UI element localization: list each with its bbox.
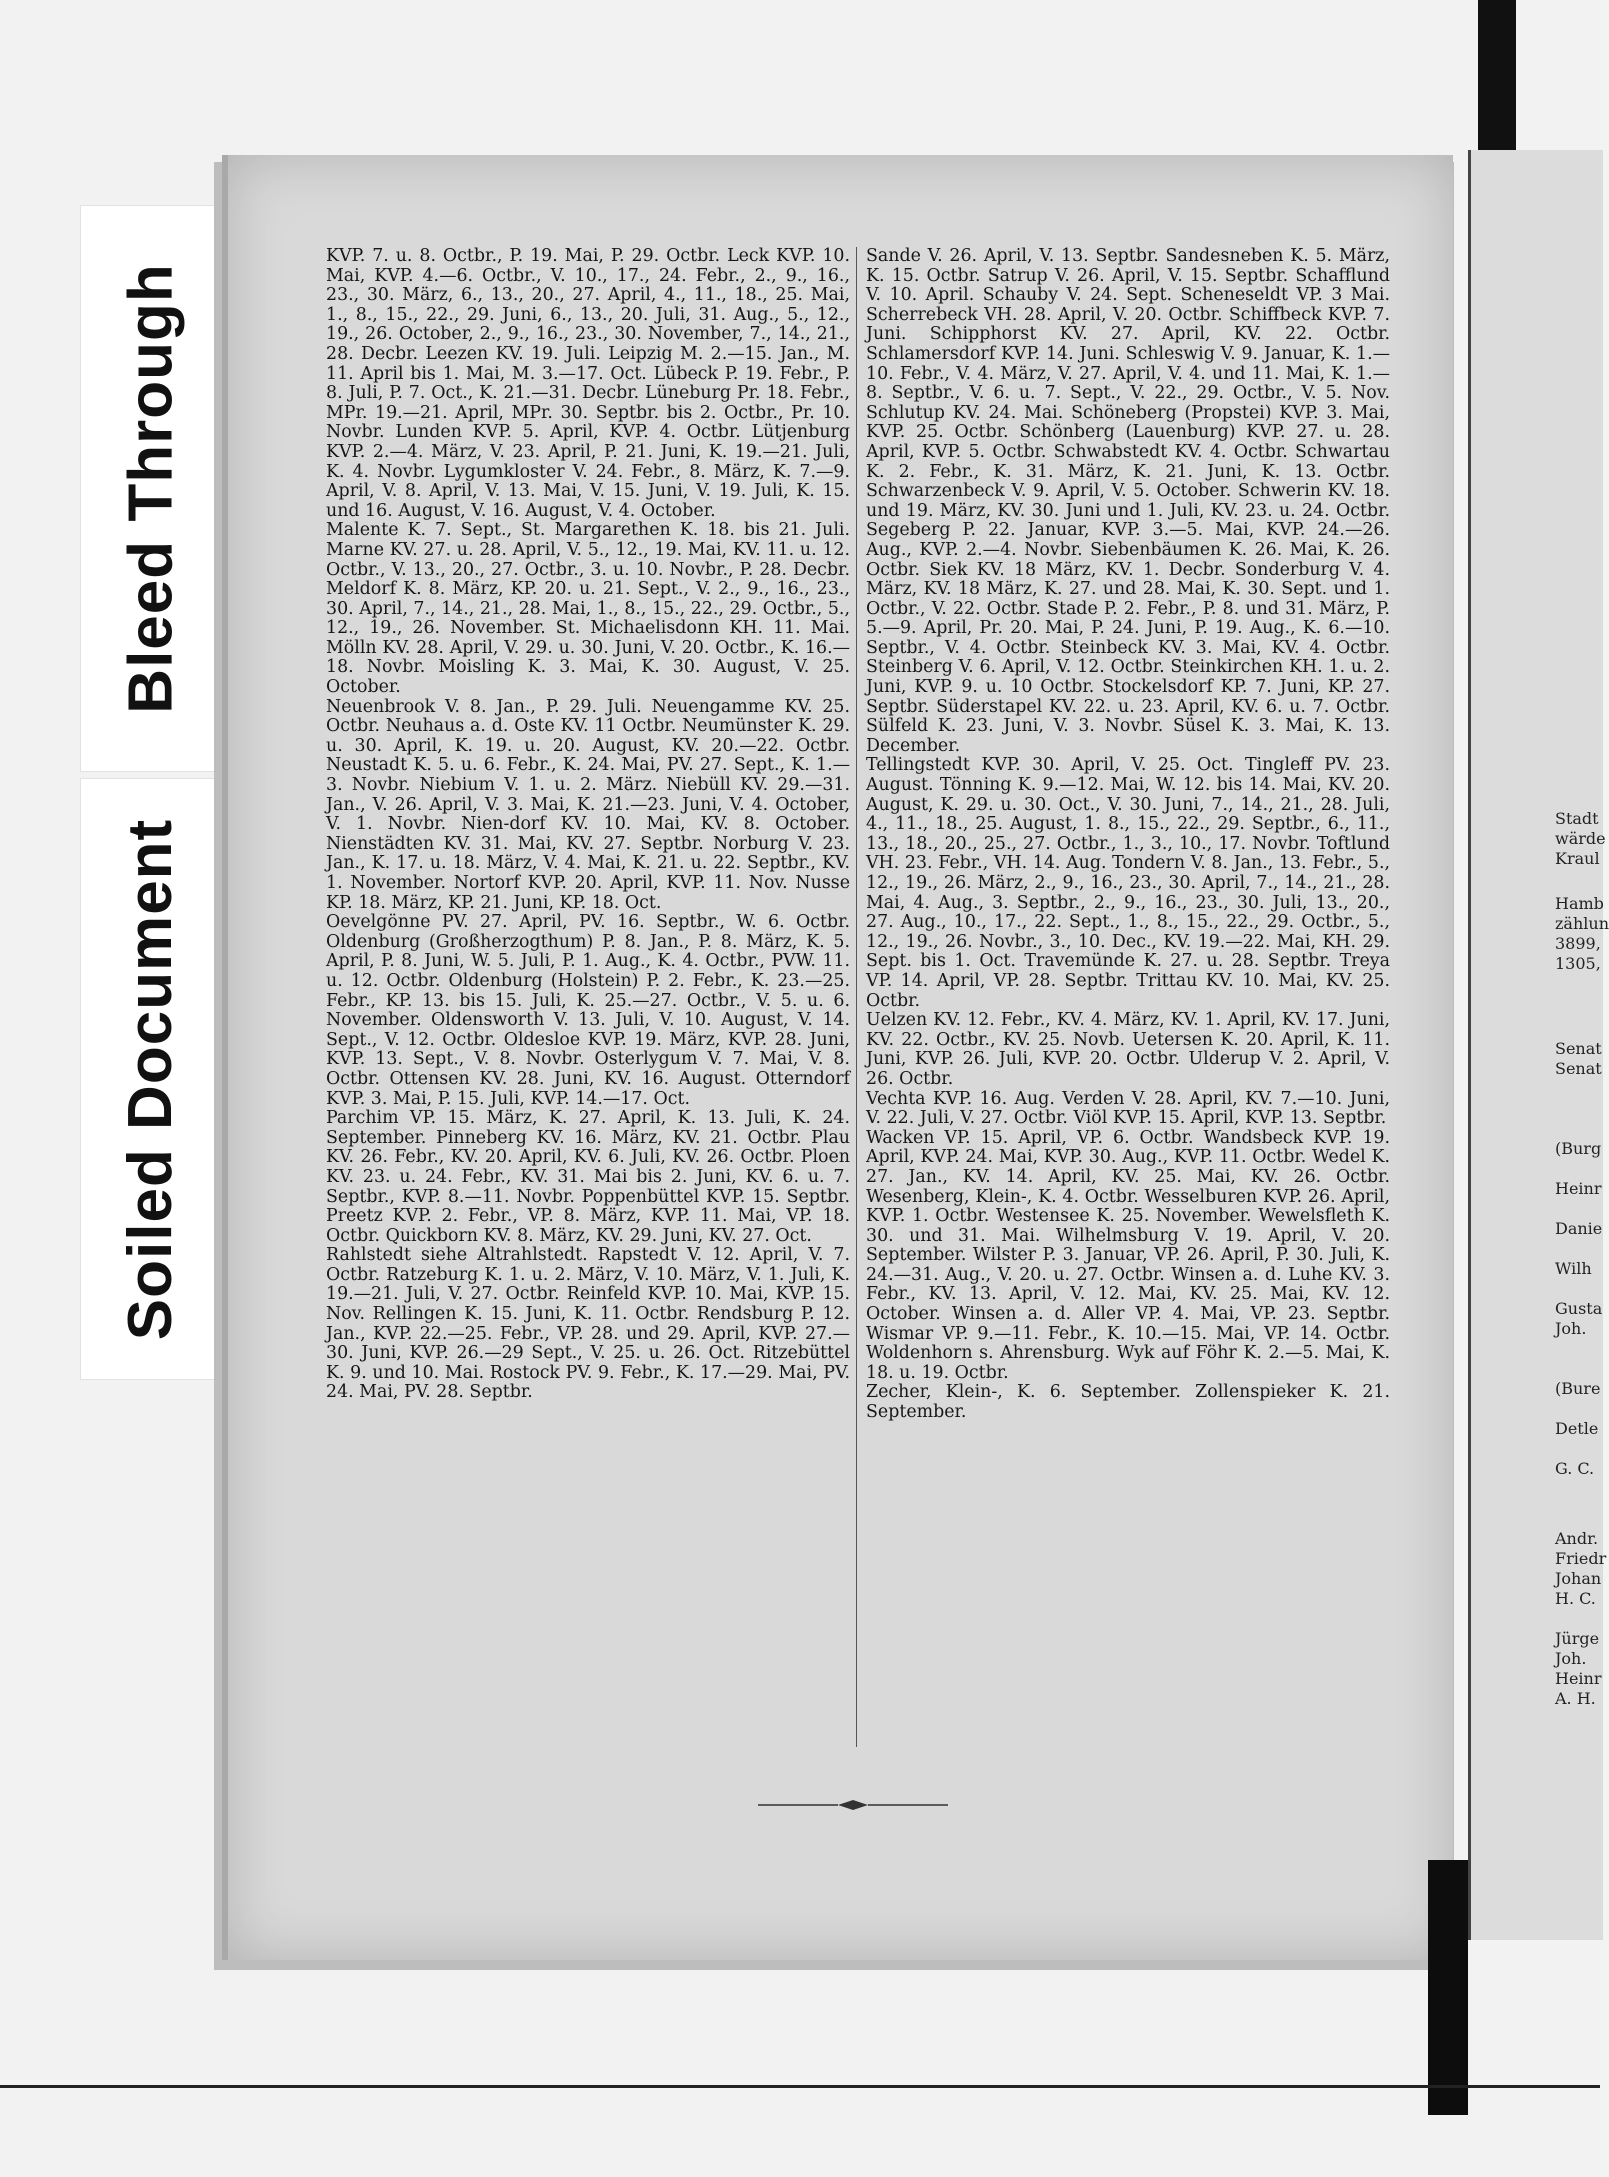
paragraph-v: Vechta KVP. 16. Aug. Verden V. 28. April, KV. 7.—10. Juni, V. 22. Juli, V. 27. Octbr. Viöl KVP. 15. April, KVP. 13. Septbr. <box>866 1088 1390 1129</box>
fragment: H. C. <box>1555 1589 1596 1608</box>
bleed-through-text: Bleed Through <box>116 263 186 714</box>
fragment: Heinr <box>1555 1669 1602 1688</box>
fragment: wärde <box>1555 829 1606 848</box>
fragment: A. H. <box>1555 1689 1596 1708</box>
paragraph-r: Rahlstedt siehe Altrahlstedt. Rapstedt V. 12. April, V. 7. Octbr. Ratzeburg K. 1. u. 2. März, V. 10. März, V. 1. Juli, K. 19.—21. Juli, V. 27. Octbr. Reinfeld KVP. 10. Mai, KVP. 15. Nov. Rellingen K. 15. Juni, K. 11. Octbr. Rendsburg P. 12. Jan., KVP. 22.—25. Febr., VP. 28. und 29. April, KVP. 27.—30. Juni, KVP. 26.—29 Sept., V. 25. u. 26. Oct. Ritzebüttel K. 9. und 10. Mai. Rostock PV. 9. Febr., K. 17.—29. Mai, PV. 24. Mai, PV. 28. Septbr. <box>326 1245 850 1403</box>
fragment: Senat <box>1555 1059 1602 1078</box>
fragment: 1305, <box>1555 954 1601 973</box>
paragraph-o: Oevelgönne PV. 27. April, PV. 16. Septbr., W. 6. Octbr. Oldenburg (Großherzogthum) P. 8. Jan., P. 8. März, K. 5. April, P. 8. Juni, W. 5. Juli, P. 1. Aug., K. 4. Octbr., PVW. 11. u. 12. Octbr. Oldenburg (Holstein) P. 2. Febr., K. 23.—25. Febr., KP. 13. bis 15. Juli, K. 25.—27. Octbr., V. 5. u. 6. November. Oldensworth V. 13. Juli, V. 10. August, V. 14. Sept., V. 12. Octbr. Oldesloe KVP. 19. März, KVP. 28. Juni, KVP. 13. Sept., V. 8. Novbr. Osterlygum V. 7. Mai, V. 8. Octbr. Ottensen KV. 28. Juni, KV. 16. August. Otterndorf KVP. 3. Mai, P. 15. Juli, KVP. 14.—17. Oct. <box>326 912 850 1109</box>
soiled-document-text: Soiled Document <box>116 818 186 1340</box>
adjacent-page <box>1468 150 1609 1940</box>
paragraph-n: Neuenbrook V. 8. Jan., P. 29. Juli. Neuengamme KV. 25. Octbr. Neuhaus a. d. Oste KV. 11 Octbr. Neumünster K. 29. u. 30. April, K. 19. u. 20. August, KV. 20.—22. Octbr. Neustadt K. 5. u. 6. Febr., K. 24. Mai, PV. 27. Sept., K. 1.—3. Novbr. Niebium V. 1. u. 2. März. Niebüll KV. 29.—31. Jan., V. 26. April, V. 3. Mai, K. 21.—23. Juni, V. 4. October, V. 1. Novbr. Nien-dorf KV. 10. Mai, KV. 8. October. Nienstädten KV. 31. Mai, KV. 27. Septbr. Norburg V. 23. Jan., K. 17. u. 18. März, V. 4. Mai, K. 21. u. 22. Septbr., KV. 1. November. Nortorf KVP. 20. April, KVP. 11. Nov. Nusse KP. 18. März, KP. 21. Juni, KP. 18. Oct. <box>326 696 850 913</box>
fragment: Senat <box>1555 1039 1602 1058</box>
paragraph-l: KVP. 7. u. 8. Octbr., P. 19. Mai, P. 29. Octbr. Leck KVP. 10. Mai, KVP. 4.—6. Octbr., V. 10., 17., 24. Febr., 2., 9., 16., 23., 30. März, 6., 13., 20., 27. April, 4., 11., 18., 25. Mai, 1., 8., 15., 22., 29. Juni, 6., 13., 20. Juli, 31. Aug., 5., 12., 19., 26. October, 2., 9., 16., 23., 30. November, 7., 14., 21., 28. Decbr. Leezen KV. 19. Juli. Leipzig M. 2.—15. Jan., M. 11. April bis 1. Mai, M. 3.—17. Oct. Lübeck P. 19. Febr., P. 8. Juli, P. 7. Oct., K. 21.—31. Decbr. Lüneburg Pr. 18. Febr., MPr. 19.—21. April, MPr. 30. Septbr. bis 2. Octbr., Pr. 10. Novbr. Lunden KVP. 5. April, KVP. 4. Octbr. Lütjenburg KVP. 2.—4. März, V. 23. April, P. 21. Juni, K. 19.—21. Juli, K. 4. Novbr. Lygumkloster V. 24. Febr., 8. März, K. 7.—9. April, V. 8. April, V. 13. Mai, V. 15. Juni, V. 19. Juli, K. 15. und 16. August, V. 16. August, V. 4. October. <box>326 246 850 521</box>
fragment: Joh. <box>1555 1319 1587 1338</box>
scanner-edge-bottom <box>1428 1860 1468 2115</box>
fragment: Danie <box>1555 1219 1603 1238</box>
paragraph-z: Zecher, Klein-, K. 6. September. Zollenspieker K. 21. September. <box>866 1382 1390 1423</box>
fragment: (Burg <box>1555 1139 1602 1158</box>
paragraph-p-q: Parchim VP. 15. März, K. 27. April, K. 13. Juli, K. 24. September. Pinneberg KV. 16. März, KV. 21. Octbr. Plau KV. 26. Febr., KV. 20. April, KV. 6. Juli, KV. 26. Octbr. Ploen KV. 23. u. 24. Febr., KV. 31. Mai bis 2. Juni, KV. 6. u. 7. Septbr., KVP. 8.—11. Novbr. Poppenbüttel KVP. 15. Septbr. Preetz KVP. 2. Febr., VP. 8. März, KVP. 11. Mai, VP. 18. Octbr. Quickborn KV. 8. März, KV. 29. Juni, KV. 27. Oct. <box>326 1108 850 1246</box>
paragraph-u: Uelzen KV. 12. Febr., KV. 4. März, KV. 1. April, KV. 17. Juni, KV. 22. Octbr., KV. 25. Novb. Uetersen K. 20. April, K. 11. Juni, KVP. 26. Juli, KVP. 20. Octbr. Ulderup V. 2. April, V. 26. Octbr. <box>866 1010 1390 1089</box>
fragment: Heinr <box>1555 1179 1602 1198</box>
fragment: Kraul <box>1555 849 1600 868</box>
fragment: Hamb <box>1555 894 1604 913</box>
right-column <box>866 247 1390 1423</box>
fragment: Andr. <box>1555 1529 1599 1548</box>
fragment: Detle <box>1555 1419 1599 1438</box>
fragment: Gusta <box>1555 1299 1603 1318</box>
fragment: Stadt <box>1555 809 1599 828</box>
fragment: Joh. <box>1555 1649 1587 1668</box>
fragment: zählun <box>1555 914 1609 933</box>
left-column <box>326 247 850 1403</box>
soiled-document-label <box>80 778 222 1380</box>
fragment: Friedr <box>1555 1549 1607 1568</box>
scan-bottom-edge <box>0 2085 1600 2088</box>
paragraph-w: Wacken VP. 15. April, VP. 6. Octbr. Wandsbeck KVP. 19. April, KVP. 24. Mai, KVP. 30. Aug., KVP. 11. Octbr. Wedel K. 27. Jan., KV. 14. April, KV. 25. Mai, KV. 26. Octbr. Wesenberg, Klein-, K. 4. Octbr. Wesselburen KVP. 26. April, KVP. 1. Octbr. Westensee K. 25. November. Wewelsfleth K. 30. und 31. Mai. Wilhelmsburg V. 19. April, V. 20. September. Wilster P. 3. Januar, VP. 26. April, P. 30. Juli, K. 24.—31. Aug., V. 20. u. 27. Octbr. Winsen a. d. Luhe KV. 3. Febr., KV. 13. April, V. 12. Mai, KV. 25. Mai, KV. 12. October. Winsen a. d. Aller VP. 4. Mai, VP. 23. Septbr. Wismar VP. 9.—11. Febr., K. 10.—15. Mai, VP. 14. Octbr. Woldenhorn s. Ahrensburg. Wyk auf Föhr K. 2.—5. Mai, K. 18. u. 19. Octbr. <box>866 1127 1390 1383</box>
fragment: Wilh <box>1555 1259 1592 1278</box>
paragraph-m: Malente K. 7. Sept., St. Margarethen K. 18. bis 21. Juli. Marne KV. 27. u. 28. April, V. 5., 12., 19. Mai, KV. 11. u. 12. Octbr., V. 13., 20., 27. Octbr., 3. u. 10. Novbr., P. 28. Decbr. Meldorf K. 8. März, KP. 20. u. 21. Sept., V. 2., 9., 16., 23., 30. April, 7., 14., 21., 28. Mai, 1., 8., 15., 22., 29. Octbr., 5., 12., 19., 26. November. St. Michaelisdonn KH. 11. Mai. Mölln KV. 28. April, V. 29. u. 30. Juni, V. 20. Octbr., K. 16.—18. Novbr. Moisling K. 3. Mai, K. 30. August, V. 25. October. <box>326 520 850 698</box>
fragment: 3899, <box>1555 934 1601 953</box>
paragraph-t: Tellingstedt KVP. 30. April, V. 25. Oct. Tingleff PV. 23. August. Tönning K. 9.—12. Mai, W. 12. bis 14. Mai, KV. 20. August, K. 29. u. 30. Oct., V. 30. Juni, 7., 14., 21., 28. Juli, 4., 11., 18., 25. August, 1. 8., 15., 22., 29. Septbr., 6., 11., 13., 18., 20., 25., 27. Octbr., 1., 3., 10., 17. Novbr. Toftlund VH. 23. Febr., VH. 14. Aug. Tondern V. 8. Jan., 13. Febr., 5., 12., 19., 26. März, 2., 9., 16., 23., 30. April, 7., 14., 21., 28. Mai, 4. Aug., 3. Septbr., 2., 9., 16., 23., 30. Juli, 13., 20., 27. Aug., 10., 17., 22. Sept., 1., 8., 15., 22., 29. Octbr., 5., 12., 19., 26. Novbr., 3., 10. Dec., KV. 19.—22. Mai, KH. 29. Sept. bis 1. Oct. Travemünde K. 27. u. 28. Septbr. Treya VP. 14. April, VP. 28. Septbr. Trittau KV. 10. Mai, KV. 25. Octbr. <box>866 755 1390 1011</box>
column-divider <box>856 247 857 1747</box>
paragraph-s: Sande V. 26. April, V. 13. Septbr. Sandesneben K. 5. März, K. 15. Octbr. Satrup V. 26. April, V. 15. Septbr. Schafflund V. 10. April. Schauby V. 24. Sept. Scheneseldt VP. 3 Mai. Scherrebeck VH. 28. April, V. 20. Octbr. Schiffbeck KVP. 7. Juni. Schipphorst KV. 27. April, KV. 22. Octbr. Schlamersdorf KVP. 14. Juni. Schleswig V. 9. Januar, K. 1.—10. Febr., V. 4. März, V. 27. April, V. 4. und 11. Mai, K. 1.—8. Septbr., V. 6. u. 7. Sept., V. 22., 29. Octbr., V. 5. Nov. Schlutup KV. 24. Mai. Schöneberg (Propstei) KVP. 3. Mai, KVP. 25. Octbr. Schönberg (Lauenburg) KVP. 27. u. 28. April, KVP. 5. Octbr. Schwabstedt KV. 4. Octbr. Schwartau K. 2. Febr., K. 31. März, K. 21. Juni, K. 13. Octbr. Schwarzenbeck V. 9. April, V. 5. October. Schwerin KV. 18. und 19. März, KV. 30. Juni und 1. Juli, KV. 23. u. 24. Octbr. Segeberg P. 22. Januar, KVP. 3.—5. Mai, KVP. 24.—26. Aug., KVP. 2.—4. Novbr. Siebenbäumen K. 26. Mai, K. 26. Octbr. Siek KV. 18 März, KV. 1. Decbr. Sonderburg V. 4. März, KV. 18 März, K. 27. und 28. Mai, K. 30. Sept. und 1. Octbr., V. 22. Octbr. Stade P. 2. Febr., P. 8. und 31. März, P. 5.—9. April, Pr. 20. Mai, P. 24. Juni, P. 19. Aug., K. 6.—10. Septbr., V. 4. Octbr. Steinbeck KV. 3. Mai, KV. 4. Octbr. Steinberg V. 6. April, V. 12. Octbr. Steinkirchen KH. 1. u. 2. Juni, KVP. 9. u. 10 Octbr. Stockelsdorf KP. 7. Juni, KP. 27. Septbr. Süderstapel KV. 22. u. 23. April, KV. 6. u. 7. Octbr. Sülfeld K. 23. Juni, V. 3. Novbr. Süsel K. 3. Mai, K. 13. December. <box>866 246 1390 756</box>
bleed-through-label <box>80 205 222 772</box>
fragment: Jürge <box>1555 1629 1600 1648</box>
document-page <box>222 155 1453 1960</box>
scanner-edge-top <box>1478 0 1516 160</box>
ornament-divider <box>758 1795 948 1815</box>
fragment: Johan <box>1555 1569 1602 1588</box>
fragment: (Bure <box>1555 1379 1601 1398</box>
fragment: G. C. <box>1555 1459 1595 1478</box>
